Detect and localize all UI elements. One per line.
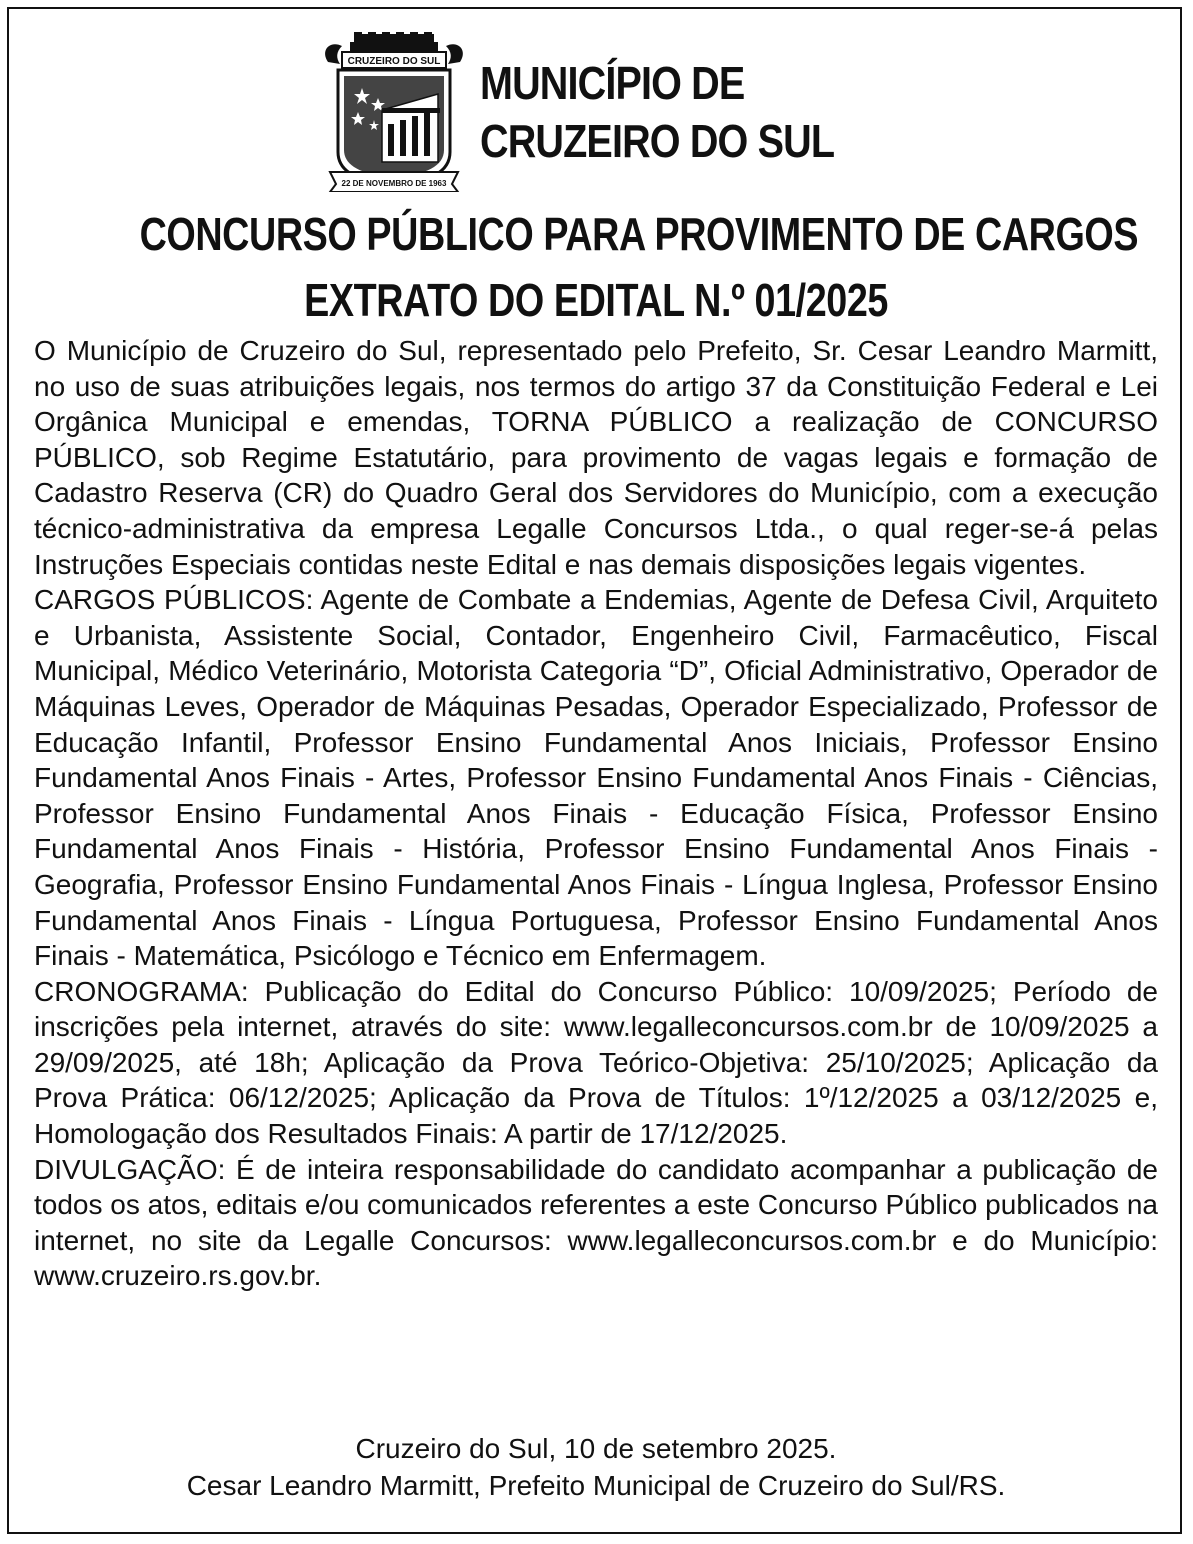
municipality-line-2: CRUZEIRO DO SUL [480,115,835,167]
document-title [30,206,1163,262]
title-line-2: EXTRATO DO EDITAL N.º 01/2025 [304,274,889,326]
crest-icon [320,32,468,192]
title-line-1: CONCURSO PÚBLICO PARA PROVIMENTO DE CARGOS [139,208,1139,260]
signatory: Cesar Leandro Marmitt, Prefeito Municipal de Cruzeiro do Sul/RS. [186,1470,1006,1501]
cargos-paragraph: CARGOS PÚBLICOS: Agente de Combate a Endemias, Agente de Defesa Civil, Arquiteto e Urbanista, Assistente Social, Contador, Engenheiro Civil, Farmacêutico, Fiscal Municipal, Médico Veterinário, Motorista Categoria “D”, Oficial Administrativo, Operador de Máquinas Leves, Operador de Máquinas Pesadas, Operador Especializado, Professor de Educação Infantil, Professor Ensino Fundamental Anos Iniciais, Professor Ensino Fundamental Anos Finais - Artes, Professor Ensino Fundamental Anos Finais - Ciências, Professor Ensino Fundamental Anos Finais - Educação Física, Professor Ensino Fundamental Anos Finais - História, Professor Ensino Fundamental Anos Finais - Geografia, Professor Ensino Fundamental Anos Finais - Língua Inglesa, Professor Ensino Fundamental Anos Finais - Língua Portuguesa, Professor Ensino Fundamental Anos Finais - Matemática, Psicólogo e Técnico em Enfermagem. [34,584,1158,972]
municipality-line-1: MUNICÍPIO DE [480,57,745,109]
cronograma-paragraph: CRONOGRAMA: Publicação do Edital do Concurso Público: 10/09/2025; Período de inscrições pela internet, através do site: www.legalleconcursos.com.br de 10/09/2025 a 29/09/2025, até 18h; Aplicação da Prova Teórico-Objetiva: 25/10/2025; Aplicação da Prova Prática: 06/12/2025; Aplicação da Prova de Títulos: 1º/12/2025 a 03/12/2025 e, Homologação dos Resultados Finais: A partir de 17/12/2025. [34,975,1158,1150]
document-subtitle [30,272,1163,328]
divulgacao-paragraph: DIVULGAÇÃO: É de inteira responsabilidade do candidato acompanhar a publicação de todos os atos, editais e/ou comunicados referentes a este Concurso Público publicados na internet, no site da Legalle Concursos: www.legalleconcursos.com.br e do Município: www.cruzeiro.rs.gov.br. [34,1153,1158,1292]
crest-ribbon-text: 22 DE NOVEMBRO DE 1963 [341,179,447,188]
crest-banner-text: CRUZEIRO DO SUL [347,56,441,67]
municipality-name [480,54,834,170]
place-date: Cruzeiro do Sul, 10 de setembro 2025. [355,1433,837,1464]
document-header [310,28,910,198]
intro-paragraph: O Município de Cruzeiro do Sul, representado pelo Prefeito, Sr. Cesar Leandro Marmitt, no uso de suas atribuições legais, nos termos do artigo 37 da Constituição Federal e Lei Orgânica Municipal e emendas, TORNA PÚBLICO a realização de CONCURSO PÚBLICO, sob Regime Estatutário, para provimento de vagas legais e formação de Cadastro Reserva (CR) do Quadro Geral dos Servidores do Município, com a execução técnico-administrativa da empresa Legalle Concursos Ltda., o qual reger-se-á pelas Instruções Especiais contidas neste Edital e nas demais disposições legais vigentes. [34,335,1158,580]
document-body [34,333,1158,1294]
